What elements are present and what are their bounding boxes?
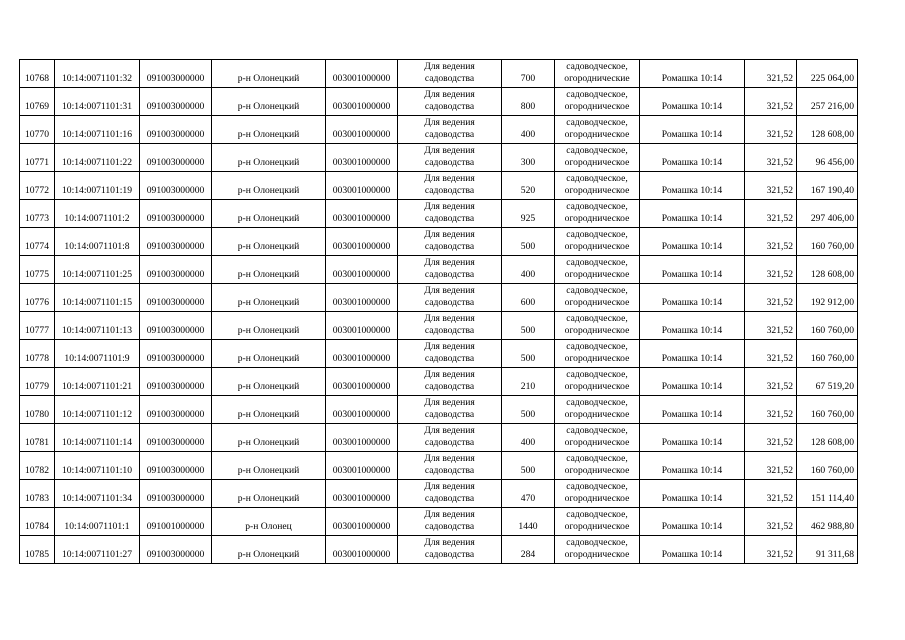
land-category-cell	[555, 116, 640, 144]
land-category-cell-line: садоводческое,	[566, 313, 628, 324]
zone-cell: Ромашка 10:14	[640, 424, 745, 452]
land-category-cell	[555, 88, 640, 116]
location-code-cell: 091003000000	[140, 396, 212, 424]
land-category-cell	[555, 340, 640, 368]
land-use-cell	[398, 200, 502, 228]
row-number-cell: 10784	[20, 508, 55, 536]
cadastral-value-cell: 297 406,00	[797, 200, 858, 228]
oktmo-code-cell: 003001000000	[326, 144, 398, 172]
land-use-cell	[398, 396, 502, 424]
cadastral-value-cell: 160 760,00	[797, 312, 858, 340]
zone-cell: Ромашка 10:14	[640, 536, 745, 564]
zone-cell: Ромашка 10:14	[640, 88, 745, 116]
area-cell: 284	[502, 536, 555, 564]
row-number-cell: 10768	[20, 60, 55, 88]
cadastral-value-cell: 160 760,00	[797, 452, 858, 480]
area-cell: 500	[502, 396, 555, 424]
land-use-cell-line: Для ведения	[424, 117, 475, 128]
region-cell: р-н Олонецкий	[212, 312, 326, 340]
land-use-cell-line: Для ведения	[424, 341, 475, 352]
region-cell: р-н Олонецкий	[212, 116, 326, 144]
land-use-cell	[398, 312, 502, 340]
zone-cell: Ромашка 10:14	[640, 228, 745, 256]
cadastral-number-cell: 10:14:0071101:10	[55, 452, 140, 480]
location-code-cell: 091003000000	[140, 368, 212, 396]
location-code-cell: 091003000000	[140, 536, 212, 564]
region-cell: р-н Олонецкий	[212, 480, 326, 508]
specific-value-cell: 321,52	[745, 228, 797, 256]
land-category-cell-line: садоводческое,	[566, 89, 628, 100]
table-row	[20, 480, 858, 508]
zone-cell: Ромашка 10:14	[640, 200, 745, 228]
land-use-cell	[398, 368, 502, 396]
land-category-cell-line: садоводческое,	[566, 397, 628, 408]
land-category-cell-line: огородническое	[564, 129, 630, 140]
oktmo-code-cell: 003001000000	[326, 60, 398, 88]
land-use-cell-line: Для ведения	[424, 313, 475, 324]
land-category-cell-line: садоводческое,	[566, 201, 628, 212]
land-use-cell	[398, 508, 502, 536]
land-use-cell-line: садоводства	[424, 493, 475, 504]
specific-value-cell: 321,52	[745, 368, 797, 396]
land-category-cell-line: огородническое	[564, 241, 630, 252]
land-use-cell-line: садоводства	[424, 381, 475, 392]
oktmo-code-cell: 003001000000	[326, 508, 398, 536]
land-category-cell	[555, 312, 640, 340]
land-use-cell-line: Для ведения	[424, 453, 475, 464]
cadastral-number-cell: 10:14:0071101:8	[55, 228, 140, 256]
land-use-cell	[398, 536, 502, 564]
land-category-cell-line: огородническое	[564, 381, 630, 392]
region-cell: р-н Олонецкий	[212, 228, 326, 256]
land-use-cell-line: Для ведения	[424, 173, 475, 184]
location-code-cell: 091003000000	[140, 60, 212, 88]
area-cell: 1440	[502, 508, 555, 536]
land-category-cell-line: садоводческое,	[566, 509, 628, 520]
land-use-cell	[398, 256, 502, 284]
land-use-cell-line: садоводства	[424, 409, 475, 420]
cadastral-value-table	[19, 59, 858, 564]
land-use-cell	[398, 340, 502, 368]
cadastral-value-cell: 128 608,00	[797, 116, 858, 144]
specific-value-cell: 321,52	[745, 312, 797, 340]
land-category-cell-line: садоводческое,	[566, 481, 628, 492]
cadastral-number-cell: 10:14:0071101:15	[55, 284, 140, 312]
table-row	[20, 312, 858, 340]
land-use-cell-line: садоводства	[424, 465, 475, 476]
row-number-cell: 10782	[20, 452, 55, 480]
oktmo-code-cell: 003001000000	[326, 396, 398, 424]
table-row	[20, 144, 858, 172]
region-cell: р-н Олонецкий	[212, 396, 326, 424]
area-cell: 300	[502, 144, 555, 172]
oktmo-code-cell: 003001000000	[326, 88, 398, 116]
table-row	[20, 228, 858, 256]
land-use-cell-line: Для ведения	[424, 61, 475, 72]
land-category-cell-line: огородническое	[564, 297, 630, 308]
land-category-cell-line: огородническое	[564, 549, 630, 560]
table-row	[20, 116, 858, 144]
region-cell: р-н Олонецкий	[212, 284, 326, 312]
area-cell: 700	[502, 60, 555, 88]
cadastral-value-cell: 225 064,00	[797, 60, 858, 88]
land-category-cell-line: огородническое	[564, 325, 630, 336]
zone-cell: Ромашка 10:14	[640, 480, 745, 508]
location-code-cell: 091003000000	[140, 144, 212, 172]
cadastral-number-cell: 10:14:0071101:25	[55, 256, 140, 284]
specific-value-cell: 321,52	[745, 396, 797, 424]
land-category-cell-line: огородническое	[564, 269, 630, 280]
zone-cell: Ромашка 10:14	[640, 396, 745, 424]
land-category-cell	[555, 144, 640, 172]
land-category-cell	[555, 452, 640, 480]
land-use-cell	[398, 480, 502, 508]
land-use-cell-line: Для ведения	[424, 89, 475, 100]
cadastral-number-cell: 10:14:0071101:14	[55, 424, 140, 452]
table-row	[20, 508, 858, 536]
oktmo-code-cell: 003001000000	[326, 368, 398, 396]
oktmo-code-cell: 003001000000	[326, 340, 398, 368]
row-number-cell: 10781	[20, 424, 55, 452]
cadastral-number-cell: 10:14:0071101:2	[55, 200, 140, 228]
land-use-cell-line: Для ведения	[424, 285, 475, 296]
cadastral-value-cell: 67 519,20	[797, 368, 858, 396]
specific-value-cell: 321,52	[745, 424, 797, 452]
specific-value-cell: 321,52	[745, 452, 797, 480]
row-number-cell: 10785	[20, 536, 55, 564]
oktmo-code-cell: 003001000000	[326, 452, 398, 480]
land-use-cell-line: Для ведения	[424, 425, 475, 436]
row-number-cell: 10771	[20, 144, 55, 172]
land-use-cell-line: садоводства	[424, 437, 475, 448]
row-number-cell: 10773	[20, 200, 55, 228]
table-row	[20, 452, 858, 480]
oktmo-code-cell: 003001000000	[326, 116, 398, 144]
location-code-cell: 091003000000	[140, 116, 212, 144]
land-category-cell-line: огородническое	[564, 409, 630, 420]
zone-cell: Ромашка 10:14	[640, 284, 745, 312]
cadastral-number-cell: 10:14:0071101:31	[55, 88, 140, 116]
region-cell: р-н Олонец	[212, 508, 326, 536]
specific-value-cell: 321,52	[745, 508, 797, 536]
land-use-cell	[398, 284, 502, 312]
cadastral-value-cell: 167 190,40	[797, 172, 858, 200]
table-row	[20, 172, 858, 200]
row-number-cell: 10769	[20, 88, 55, 116]
land-category-cell-line: садоводческое,	[566, 369, 628, 380]
area-cell: 500	[502, 228, 555, 256]
row-number-cell: 10775	[20, 256, 55, 284]
land-category-cell-line: огородническое	[564, 353, 630, 364]
land-category-cell-line: огородническое	[564, 157, 630, 168]
land-use-cell-line: садоводства	[424, 297, 475, 308]
area-cell: 925	[502, 200, 555, 228]
land-category-cell	[555, 480, 640, 508]
row-number-cell: 10774	[20, 228, 55, 256]
row-number-cell: 10779	[20, 368, 55, 396]
land-use-cell-line: садоводства	[424, 73, 475, 84]
location-code-cell: 091003000000	[140, 312, 212, 340]
land-use-cell	[398, 116, 502, 144]
zone-cell: Ромашка 10:14	[640, 452, 745, 480]
land-category-cell-line: садоводческое,	[566, 341, 628, 352]
land-use-cell-line: Для ведения	[424, 537, 475, 548]
cadastral-value-cell: 151 114,40	[797, 480, 858, 508]
region-cell: р-н Олонецкий	[212, 88, 326, 116]
cadastral-number-cell: 10:14:0071101:32	[55, 60, 140, 88]
land-category-cell-line: садоводческое,	[566, 257, 628, 268]
region-cell: р-н Олонецкий	[212, 424, 326, 452]
land-category-cell-line: огородническое	[564, 437, 630, 448]
table-row	[20, 368, 858, 396]
oktmo-code-cell: 003001000000	[326, 480, 398, 508]
cadastral-number-cell: 10:14:0071101:27	[55, 536, 140, 564]
land-use-cell-line: садоводства	[424, 241, 475, 252]
row-number-cell: 10770	[20, 116, 55, 144]
location-code-cell: 091003000000	[140, 284, 212, 312]
specific-value-cell: 321,52	[745, 340, 797, 368]
region-cell: р-н Олонецкий	[212, 200, 326, 228]
land-use-cell	[398, 60, 502, 88]
land-category-cell	[555, 536, 640, 564]
land-category-cell	[555, 60, 640, 88]
zone-cell: Ромашка 10:14	[640, 172, 745, 200]
location-code-cell: 091003000000	[140, 200, 212, 228]
row-number-cell: 10777	[20, 312, 55, 340]
location-code-cell: 091003000000	[140, 480, 212, 508]
region-cell: р-н Олонецкий	[212, 60, 326, 88]
land-use-cell-line: Для ведения	[424, 145, 475, 156]
table-row	[20, 424, 858, 452]
cadastral-number-cell: 10:14:0071101:9	[55, 340, 140, 368]
location-code-cell: 091003000000	[140, 424, 212, 452]
cadastral-number-cell: 10:14:0071101:12	[55, 396, 140, 424]
specific-value-cell: 321,52	[745, 536, 797, 564]
area-cell: 400	[502, 256, 555, 284]
zone-cell: Ромашка 10:14	[640, 368, 745, 396]
row-number-cell: 10772	[20, 172, 55, 200]
table-row	[20, 396, 858, 424]
land-use-cell-line: садоводства	[424, 129, 475, 140]
location-code-cell: 091003000000	[140, 88, 212, 116]
land-category-cell	[555, 284, 640, 312]
cadastral-value-cell: 128 608,00	[797, 256, 858, 284]
land-use-cell-line: садоводства	[424, 213, 475, 224]
specific-value-cell: 321,52	[745, 480, 797, 508]
zone-cell: Ромашка 10:14	[640, 312, 745, 340]
specific-value-cell: 321,52	[745, 172, 797, 200]
land-category-cell-line: садоводческое,	[566, 173, 628, 184]
area-cell: 210	[502, 368, 555, 396]
oktmo-code-cell: 003001000000	[326, 228, 398, 256]
row-number-cell: 10783	[20, 480, 55, 508]
land-use-cell	[398, 452, 502, 480]
zone-cell: Ромашка 10:14	[640, 508, 745, 536]
cadastral-number-cell: 10:14:0071101:13	[55, 312, 140, 340]
land-use-cell-line: Для ведения	[424, 509, 475, 520]
location-code-cell: 091003000000	[140, 256, 212, 284]
land-category-cell	[555, 368, 640, 396]
location-code-cell: 091003000000	[140, 452, 212, 480]
land-use-cell-line: садоводства	[424, 269, 475, 280]
specific-value-cell: 321,52	[745, 200, 797, 228]
area-cell: 500	[502, 452, 555, 480]
land-category-cell-line: садоводческое,	[566, 145, 628, 156]
zone-cell: Ромашка 10:14	[640, 340, 745, 368]
land-use-cell-line: садоводства	[424, 101, 475, 112]
land-category-cell-line: садоводческое,	[566, 61, 628, 72]
land-use-cell-line: Для ведения	[424, 369, 475, 380]
land-category-cell	[555, 228, 640, 256]
land-category-cell	[555, 200, 640, 228]
region-cell: р-н Олонецкий	[212, 144, 326, 172]
land-use-cell-line: садоводства	[424, 353, 475, 364]
land-category-cell	[555, 424, 640, 452]
land-use-cell-line: Для ведения	[424, 481, 475, 492]
cadastral-value-cell: 160 760,00	[797, 340, 858, 368]
land-category-cell-line: огородническое	[564, 465, 630, 476]
cadastral-value-cell: 462 988,80	[797, 508, 858, 536]
table-body	[20, 60, 858, 564]
region-cell: р-н Олонецкий	[212, 452, 326, 480]
land-category-cell-line: садоводческое,	[566, 425, 628, 436]
oktmo-code-cell: 003001000000	[326, 312, 398, 340]
cadastral-value-cell: 128 608,00	[797, 424, 858, 452]
land-category-cell-line: огородническое	[564, 493, 630, 504]
cadastral-number-cell: 10:14:0071101:16	[55, 116, 140, 144]
cadastral-number-cell: 10:14:0071101:34	[55, 480, 140, 508]
cadastral-number-cell: 10:14:0071101:19	[55, 172, 140, 200]
specific-value-cell: 321,52	[745, 60, 797, 88]
land-category-cell-line: огородническое	[564, 101, 630, 112]
specific-value-cell: 321,52	[745, 88, 797, 116]
specific-value-cell: 321,52	[745, 144, 797, 172]
land-use-cell	[398, 172, 502, 200]
location-code-cell: 091003000000	[140, 340, 212, 368]
table-row	[20, 200, 858, 228]
table-row	[20, 284, 858, 312]
land-category-cell-line: огородническое	[564, 213, 630, 224]
land-category-cell	[555, 172, 640, 200]
cadastral-value-cell: 96 456,00	[797, 144, 858, 172]
row-number-cell: 10780	[20, 396, 55, 424]
region-cell: р-н Олонецкий	[212, 256, 326, 284]
land-category-cell	[555, 396, 640, 424]
oktmo-code-cell: 003001000000	[326, 284, 398, 312]
land-category-cell-line: садоводческое,	[566, 453, 628, 464]
land-category-cell-line: садоводческое,	[566, 229, 628, 240]
table-row	[20, 60, 858, 88]
row-number-cell: 10776	[20, 284, 55, 312]
land-category-cell-line: садоводческое,	[566, 537, 628, 548]
land-use-cell	[398, 144, 502, 172]
land-use-cell-line: Для ведения	[424, 397, 475, 408]
cadastral-number-cell: 10:14:0071101:22	[55, 144, 140, 172]
zone-cell: Ромашка 10:14	[640, 256, 745, 284]
land-category-cell-line: огородническое	[564, 185, 630, 196]
land-use-cell	[398, 228, 502, 256]
oktmo-code-cell: 003001000000	[326, 536, 398, 564]
area-cell: 520	[502, 172, 555, 200]
cadastral-number-cell: 10:14:0071101:21	[55, 368, 140, 396]
row-number-cell: 10778	[20, 340, 55, 368]
cadastral-number-cell: 10:14:0071101:1	[55, 508, 140, 536]
area-cell: 400	[502, 424, 555, 452]
location-code-cell: 091003000000	[140, 172, 212, 200]
table-row	[20, 256, 858, 284]
region-cell: р-н Олонецкий	[212, 340, 326, 368]
table-row	[20, 88, 858, 116]
area-cell: 800	[502, 88, 555, 116]
area-cell: 500	[502, 340, 555, 368]
zone-cell: Ромашка 10:14	[640, 60, 745, 88]
location-code-cell: 091003000000	[140, 228, 212, 256]
oktmo-code-cell: 003001000000	[326, 172, 398, 200]
region-cell: р-н Олонецкий	[212, 368, 326, 396]
oktmo-code-cell: 003001000000	[326, 424, 398, 452]
land-use-cell-line: Для ведения	[424, 201, 475, 212]
region-cell: р-н Олонецкий	[212, 536, 326, 564]
land-use-cell-line: садоводства	[424, 157, 475, 168]
land-category-cell-line: огородническое	[564, 521, 630, 532]
land-category-cell-line: огороднические	[564, 73, 630, 84]
area-cell: 470	[502, 480, 555, 508]
area-cell: 400	[502, 116, 555, 144]
land-use-cell-line: садоводства	[424, 521, 475, 532]
zone-cell: Ромашка 10:14	[640, 144, 745, 172]
table-row	[20, 340, 858, 368]
cadastral-value-cell: 192 912,00	[797, 284, 858, 312]
cadastral-value-cell: 257 216,00	[797, 88, 858, 116]
land-category-cell-line: садоводческое,	[566, 285, 628, 296]
land-use-cell-line: садоводства	[424, 325, 475, 336]
oktmo-code-cell: 003001000000	[326, 256, 398, 284]
oktmo-code-cell: 003001000000	[326, 200, 398, 228]
cadastral-value-cell: 91 311,68	[797, 536, 858, 564]
land-use-cell-line: Для ведения	[424, 257, 475, 268]
area-cell: 600	[502, 284, 555, 312]
zone-cell: Ромашка 10:14	[640, 116, 745, 144]
area-cell: 500	[502, 312, 555, 340]
land-category-cell	[555, 508, 640, 536]
land-use-cell-line: Для ведения	[424, 229, 475, 240]
cadastral-value-cell: 160 760,00	[797, 228, 858, 256]
land-use-cell-line: садоводства	[424, 549, 475, 560]
land-use-cell	[398, 424, 502, 452]
location-code-cell: 091001000000	[140, 508, 212, 536]
land-category-cell	[555, 256, 640, 284]
specific-value-cell: 321,52	[745, 116, 797, 144]
table-row	[20, 536, 858, 564]
specific-value-cell: 321,52	[745, 284, 797, 312]
region-cell: р-н Олонецкий	[212, 172, 326, 200]
cadastral-value-cell: 160 760,00	[797, 396, 858, 424]
land-category-cell-line: садоводческое,	[566, 117, 628, 128]
land-use-cell-line: садоводства	[424, 185, 475, 196]
land-use-cell	[398, 88, 502, 116]
specific-value-cell: 321,52	[745, 256, 797, 284]
